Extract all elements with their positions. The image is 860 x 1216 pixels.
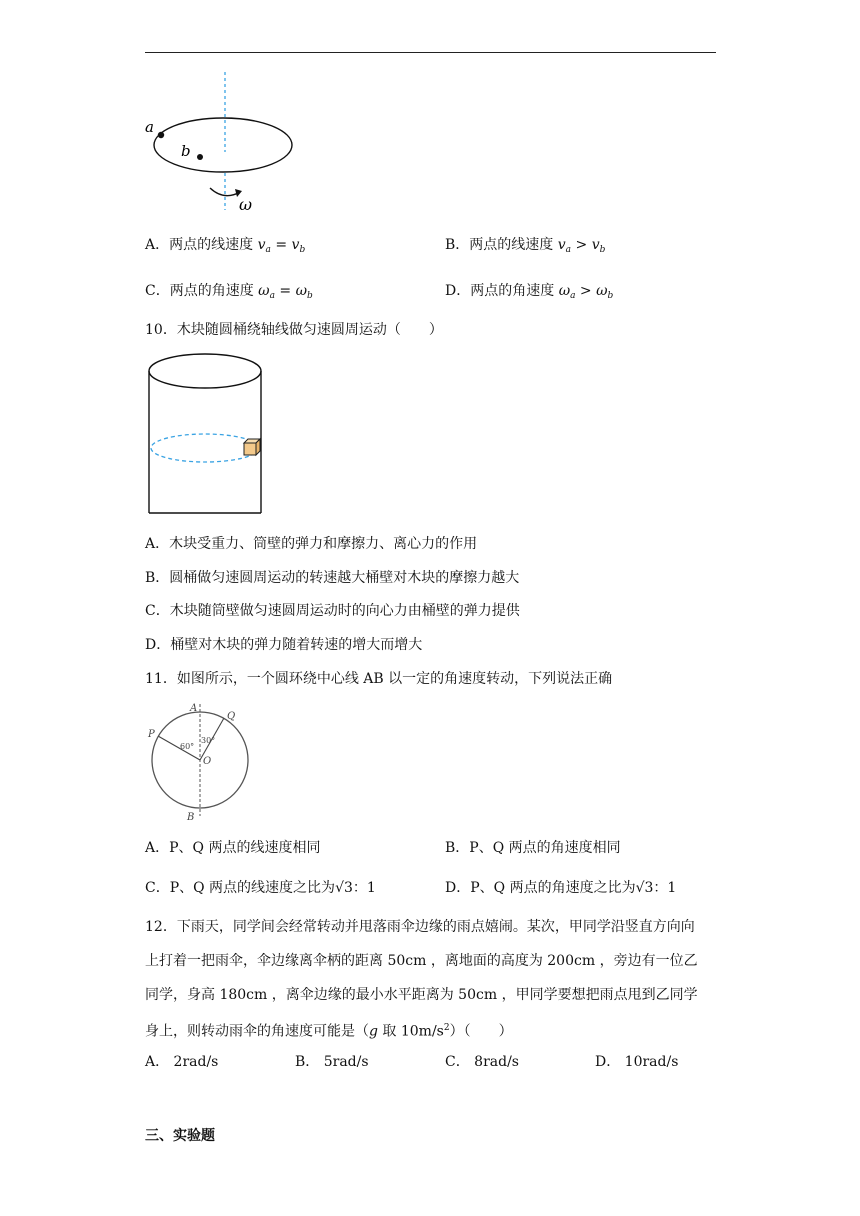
q9-option-d-formula: $\omega_a > \omega_b$ — [558, 283, 614, 301]
q12-option-c[interactable]: C． 8rad/s — [445, 1054, 519, 1070]
sqrt3-c: √3 — [335, 880, 353, 896]
q12-option-a[interactable]: A． 2rad/s — [145, 1054, 219, 1070]
q9-option-c-text: C．两点的角速度 — [145, 283, 254, 299]
q9-option-b-text: B．两点的线速度 — [445, 237, 554, 253]
q10-option-b[interactable]: B．圆桶做匀速圆周运动的转速越大桶壁对木块的摩擦力越大 — [145, 570, 520, 586]
q9-option-b-formula: $v_a > v_b$ — [557, 237, 606, 255]
label-angle-30: 30° — [201, 736, 216, 745]
rotating-disk-figure — [140, 70, 340, 220]
sqrt3-d: √3 — [635, 880, 654, 896]
q11-option-a[interactable]: A．P、Q 两点的线速度相同 — [145, 840, 321, 856]
q10-option-c[interactable]: C．木块随筒壁做匀速圆周运动时的向心力由桶壁的弹力提供 — [145, 603, 520, 619]
q10-option-a[interactable]: A．木块受重力、筒壁的弹力和摩擦力、离心力的作用 — [145, 536, 478, 552]
label-angle-60: 60° — [180, 742, 195, 751]
q12-option-d[interactable]: D． 10rad/s — [595, 1054, 679, 1070]
q9-option-a-formula: $v_a = v_b$ — [257, 237, 306, 255]
wood-block-front — [244, 443, 256, 455]
ratio-tail-c: ：1 — [352, 880, 376, 896]
header-rule — [145, 52, 716, 53]
q9-option-d-text: D．两点的角速度 — [445, 283, 555, 299]
q9-option-c[interactable] — [145, 281, 313, 306]
q12-line-4: 身上，则转动雨伞的角速度可能是（g 取 $10m/s^2$）（ ） — [145, 1023, 513, 1040]
omega-label: ω — [239, 195, 253, 214]
q9-option-a[interactable] — [145, 235, 305, 260]
q9-option-b[interactable] — [445, 235, 605, 260]
point-b-dot — [197, 154, 203, 160]
point-a-label: a — [145, 118, 154, 136]
label-P: P — [148, 729, 155, 740]
q9-option-d[interactable] — [445, 281, 613, 306]
label-A: A — [190, 703, 198, 714]
q11-option-c-text: C．P、Q 两点的线速度之比为 — [145, 880, 336, 896]
q12-line-3: 同学，身高 180cm ，离伞边缘的最小水平距离为 50cm ，甲同学要想把雨点甩到乙同学 — [145, 987, 698, 1003]
ring-figure — [145, 700, 275, 825]
q11-option-d-text: D．P、Q 两点的角速度之比为 — [445, 880, 636, 896]
section-3-title: 三、实验题 — [145, 1128, 215, 1144]
q10-option-d[interactable]: D．桶壁对木块的弹力随着转速的增大而增大 — [145, 637, 423, 653]
q10-stem: 10．木块随圆桶绕轴线做匀速圆周运动（ ） — [145, 322, 443, 338]
label-Q: Q — [227, 711, 236, 722]
cylinder-top — [149, 354, 261, 388]
q11-stem: 11．如图所示，一个圆环绕中心线 AB 以一定的角速度转动，下列说法正确 — [145, 671, 613, 687]
q9-option-c-formula: $\omega_a = \omega_b$ — [258, 283, 313, 301]
cylinder-figure — [145, 352, 275, 522]
q12-option-b[interactable]: B． 5rad/s — [295, 1054, 369, 1070]
q12-line-2: 上打着一把雨伞，伞边缘离伞柄的距离 50cm ，离地面的高度为 200cm ，旁边有一位乙 — [145, 953, 698, 969]
point-a-dot — [158, 132, 164, 138]
label-B: B — [187, 812, 195, 823]
q11-option-c[interactable] — [145, 878, 376, 898]
q9-option-a-text: A．两点的线速度 — [145, 237, 254, 253]
disk-ellipse — [154, 118, 292, 172]
point-b-label: b — [181, 142, 191, 160]
ratio-tail-d: ：1 — [653, 880, 677, 896]
q11-option-b[interactable]: B．P、Q 两点的角速度相同 — [445, 840, 621, 856]
q12-line-1: 12．下雨天，同学间会经常转动并甩落雨伞边缘的雨点嬉闹。某次，甲同学沿竖直方向向 — [145, 919, 695, 935]
orbit-path — [151, 434, 259, 462]
label-O: O — [203, 756, 212, 767]
q11-option-d[interactable] — [445, 878, 676, 898]
